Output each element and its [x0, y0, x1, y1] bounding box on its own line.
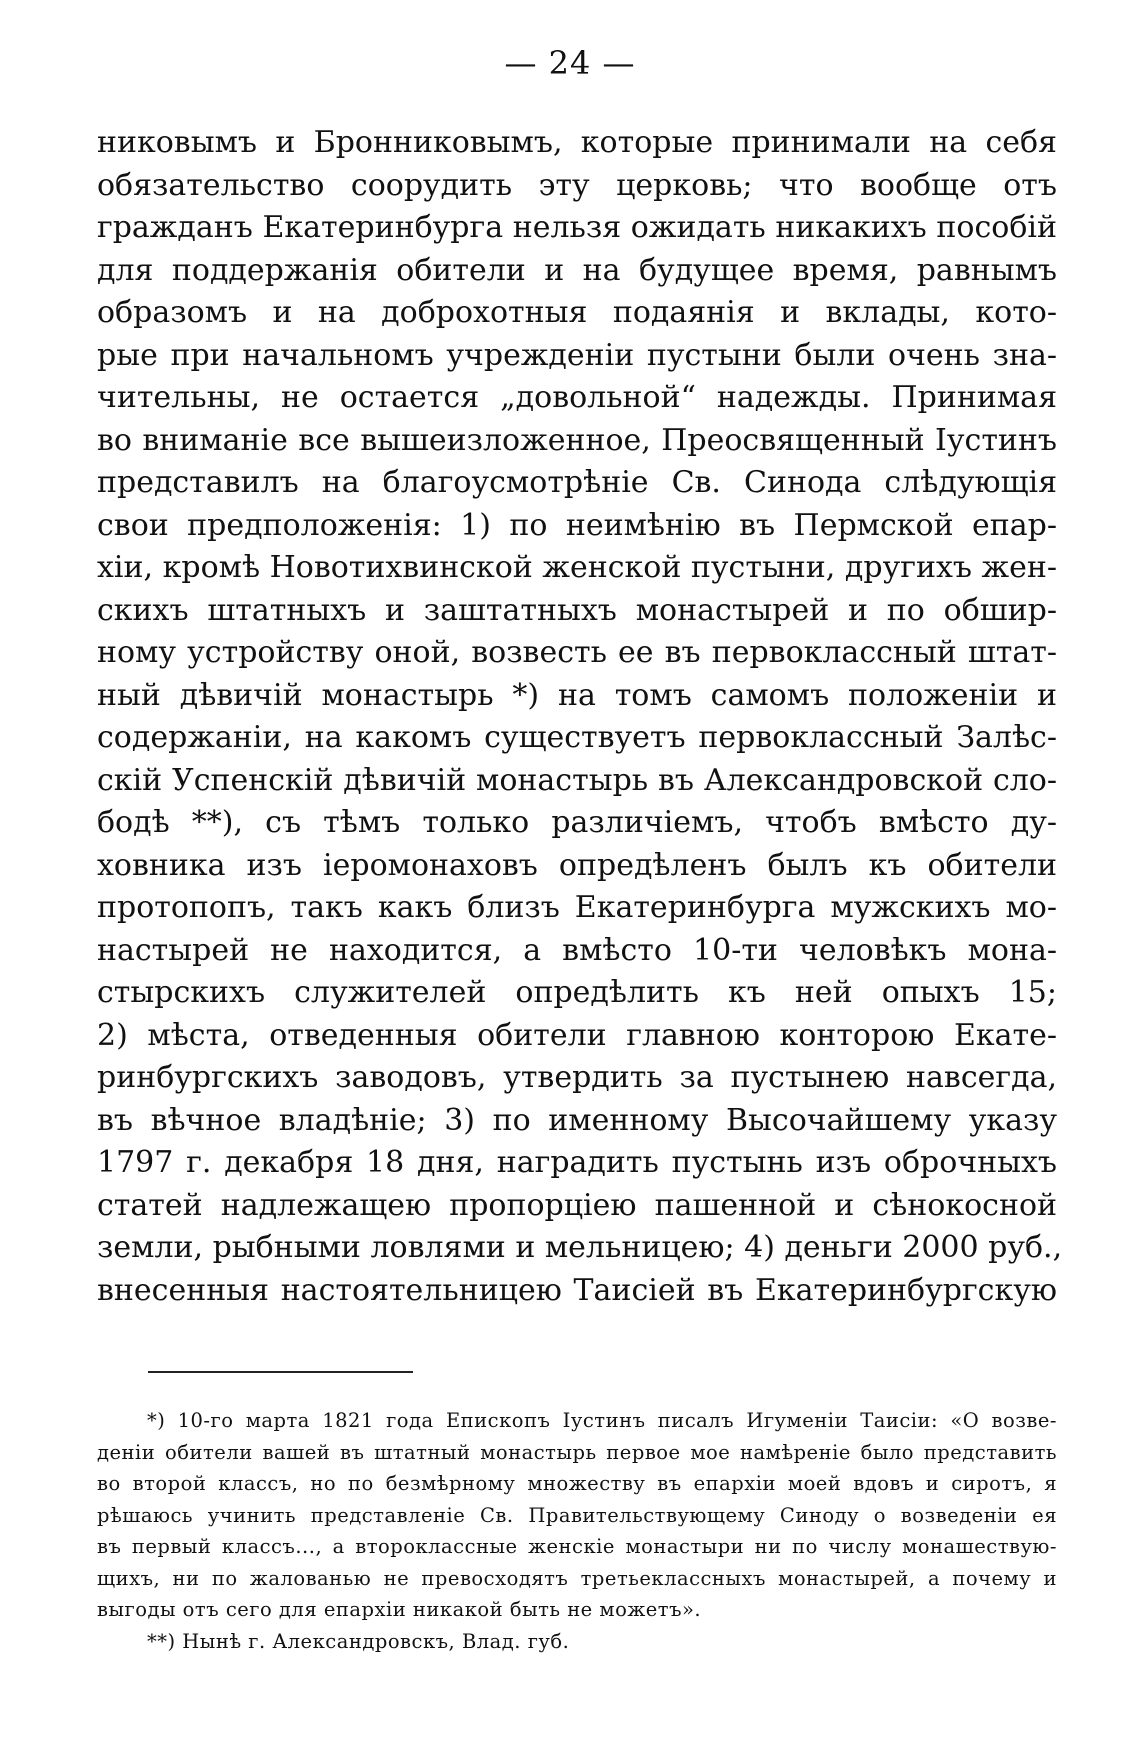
- text-line: свои предположенія: 1) по неимѣнію въ Пермской епар-: [97, 507, 1057, 543]
- footnote-line: деніи обители вашей въ штатный монастырь первое мое намѣреніе было представить: [97, 1440, 1057, 1464]
- text-line: обязательство соорудить эту церковь; что вообще отъ: [97, 167, 1057, 203]
- text-line: образомъ и на доброхотныя подаянія и вклады, кото-: [97, 295, 1057, 330]
- text-line: скій Успенскій дѣвичій монастырь въ Александровской сло-: [97, 762, 1057, 798]
- main-text: [97, 122, 1063, 1312]
- text-line: ный дѣвичій монастырь *) на томъ самомъ положеніи и: [97, 677, 1057, 713]
- text-line: во вниманіе все вышеизложенное, Преосвященный Іустинъ: [97, 422, 1057, 458]
- text-line: 1797 г. декабря 18 дня, наградить пустынь изъ оброчныхъ: [97, 1145, 1057, 1180]
- text-line: ховника изъ іеромонаховъ опредѣленъ былъ къ обители: [97, 847, 1057, 883]
- text-line: представилъ на благоусмотрѣніе Св. Синода слѣдующія: [97, 465, 1057, 500]
- text-line: скихъ штатныхъ и заштатныхъ монастырей и по обшир-: [97, 592, 1057, 628]
- text-line: въ вѣчное владѣніе; 3) по именному Высочайшему указу: [97, 1102, 1057, 1138]
- text-line: для поддержанія обители и на будущее время, равнымъ: [97, 252, 1057, 288]
- text-line: содержаніи, на какомъ существуетъ первоклассный Залѣс-: [97, 720, 1057, 755]
- footnotes: [97, 1405, 1057, 1657]
- footnote-line: въ первый классъ..., а второклассные женскіе монастыри ни по числу монашествую-: [97, 1535, 1057, 1558]
- text-line: статей надлежащею пропорціею пашенной и сѣнокосной: [97, 1187, 1057, 1223]
- footnote-line: *) 10-го марта 1821 года Епископъ Іустинъ писалъ Игуменіи Таисіи: «О возве-: [147, 1409, 1057, 1432]
- text-line: чительны, не остается „довольной“ надежды. Принимая: [97, 380, 1057, 415]
- footnote-line: **) Нынѣ г. Александровскъ, Влад. губ.: [147, 1629, 570, 1653]
- footnote-line: рѣшаюсь учинить представленіе Св. Правительствующему Синоду о возведеніи ея: [97, 1503, 1057, 1527]
- footnote-line: щихъ, ни по жалованью не превосходятъ третьеклассныхъ монастырей, а почему и: [97, 1566, 1057, 1590]
- footnote-line: выгоды отъ сего для епархіи никакой быть не можетъ».: [97, 1598, 702, 1621]
- text-line: 2) мѣста, отведенныя обители главною конторою Екате-: [97, 1017, 1057, 1053]
- text-line: рые при начальномъ учрежденіи пустыни были очень зна-: [97, 337, 1057, 373]
- text-line: земли, рыбными ловлями и мельницею; 4) деньги 2000 руб.,: [97, 1230, 1063, 1265]
- text-line: ринбургскихъ заводовъ, утвердить за пустынею навсегда,: [97, 1060, 1057, 1095]
- text-line: никовымъ и Бронниковымъ, которые принимали на себя: [97, 125, 1057, 160]
- footnote-line: во второй классъ, но по безмѣрному множеству въ епархіи моей вдовъ и сиротъ, я: [97, 1472, 1057, 1495]
- text-line: протопопъ, такъ какъ близъ Екатеринбурга мужскихъ мо-: [97, 890, 1057, 925]
- text-line: хіи, кромѣ Новотихвинской женской пустыни, другихъ жен-: [97, 550, 1057, 585]
- text-line: ному устройству оной, возвесть ее въ первоклассный штат-: [97, 635, 1057, 670]
- text-line: настырей не находится, а вмѣсто 10-ти человѣкъ мона-: [97, 932, 1057, 968]
- text-line: стырскихъ служителей опредѣлить къ ней опыхъ 15;: [97, 975, 1057, 1010]
- text-line: гражданъ Екатеринбурга нельзя ожидать никакихъ пособій: [97, 210, 1057, 245]
- text-line: внесенныя настоятельницею Таисіей въ Екатеринбургскую: [97, 1272, 1057, 1308]
- footnote-divider: [148, 1371, 413, 1373]
- text-line: бодѣ **), съ тѣмъ только различіемъ, чтобъ вмѣсто ду-: [97, 805, 1057, 840]
- page-number: — 24 —: [504, 44, 636, 82]
